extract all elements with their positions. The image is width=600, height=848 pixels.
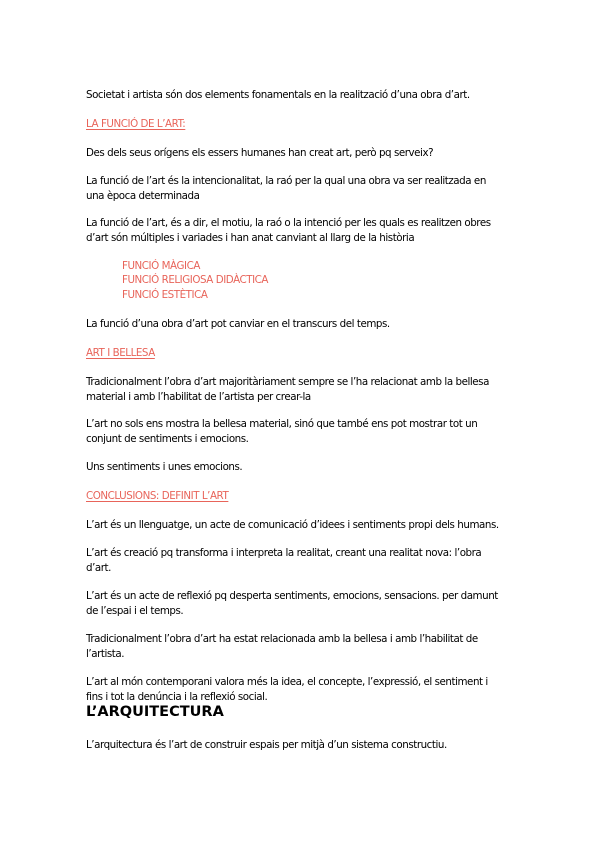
section-heading-funcio: LA FUNCIÓ DE L’ART: <box>86 118 186 130</box>
list-item: FUNCIÓ MÀGICA <box>122 260 200 272</box>
paragraph-line: de l’espai i el temps. <box>86 604 184 617</box>
section-heading-conclusions: CONCLUSIONS: DEFINIT L’ART <box>86 490 229 502</box>
paragraph-line: La funció de l’art, és a dir, el motiu, la raó o la intenció per les quals es realitzen obres <box>86 217 491 229</box>
paragraph <box>86 216 526 245</box>
paragraph: La funció d’una obra d’art pot canviar en el transcurs del temps. <box>86 318 390 330</box>
paragraph <box>86 546 526 575</box>
paragraph-line: La funció de l’art és la intencionalitat, la raó per la qual una obra va ser realitzada en <box>86 175 486 187</box>
paragraph-line: Tradicionalment l’obra d’art ha estat relacionada amb la bellesa i amb l’habilitat de <box>86 633 478 645</box>
function-list <box>122 259 562 302</box>
paragraph-line: una època determinada <box>86 189 200 202</box>
paragraph-line: L’art al món contemporani valora més la idea, el concepte, l’expressió, el sentiment i <box>86 676 488 688</box>
paragraph <box>86 632 526 661</box>
paragraph-line: material i amb l’habilitat de l’artista per crear-la <box>86 390 311 403</box>
paragraph: L’arquitectura és l’art de construir espais per mitjà d’un sistema constructiu. <box>86 739 447 751</box>
paragraph <box>86 589 526 618</box>
paragraph-line: d’art. <box>86 561 111 574</box>
paragraph <box>86 174 526 203</box>
list-item: FUNCIÓ RELIGIOSA DIDÀCTICA <box>122 274 268 287</box>
paragraph <box>86 417 526 446</box>
section-heading-art-bellesa: ART I BELLESA <box>86 347 155 359</box>
paragraph-line: Tradicionalment l’obra d’art majoritàriament sempre se l’ha relacionat amb la bellesa <box>86 376 489 388</box>
paragraph: Uns sentiments i unes emocions. <box>86 461 243 473</box>
paragraph-line: conjunt de sentiments i emocions. <box>86 432 249 445</box>
section-title-arquitectura: L’ARQUITECTURA <box>86 704 224 720</box>
intro-paragraph: Societat i artista són dos elements fonamentals en la realització d’una obra d’art. <box>86 89 470 101</box>
paragraph-line: fins i tot la denúncia i la reflexió social. <box>86 690 268 703</box>
list-item: FUNCIÓ ESTÈTICA <box>122 288 208 301</box>
paragraph-line: L’art és creació pq transforma i interpreta la realitat, creant una realitat nova: l’obra <box>86 547 482 559</box>
paragraph-line: L’art és un acte de reflexió pq desperta sentiments, emocions, sensacions. per damunt <box>86 590 498 602</box>
paragraph-line: L’art no sols ens mostra la bellesa material, sinó que també ens pot mostrar tot un <box>86 418 478 430</box>
paragraph: Des dels seus orígens els essers humanes han creat art, però pq serveix? <box>86 147 434 159</box>
paragraph-line: d’art són múltiples i variades i han anat canviant al llarg de la història <box>86 231 415 244</box>
paragraph <box>86 375 526 404</box>
paragraph-line: l’artista. <box>86 647 125 660</box>
paragraph <box>86 675 526 704</box>
paragraph: L’art és un llenguatge, un acte de comunicació d’idees i sentiments propi dels humans. <box>86 519 499 531</box>
